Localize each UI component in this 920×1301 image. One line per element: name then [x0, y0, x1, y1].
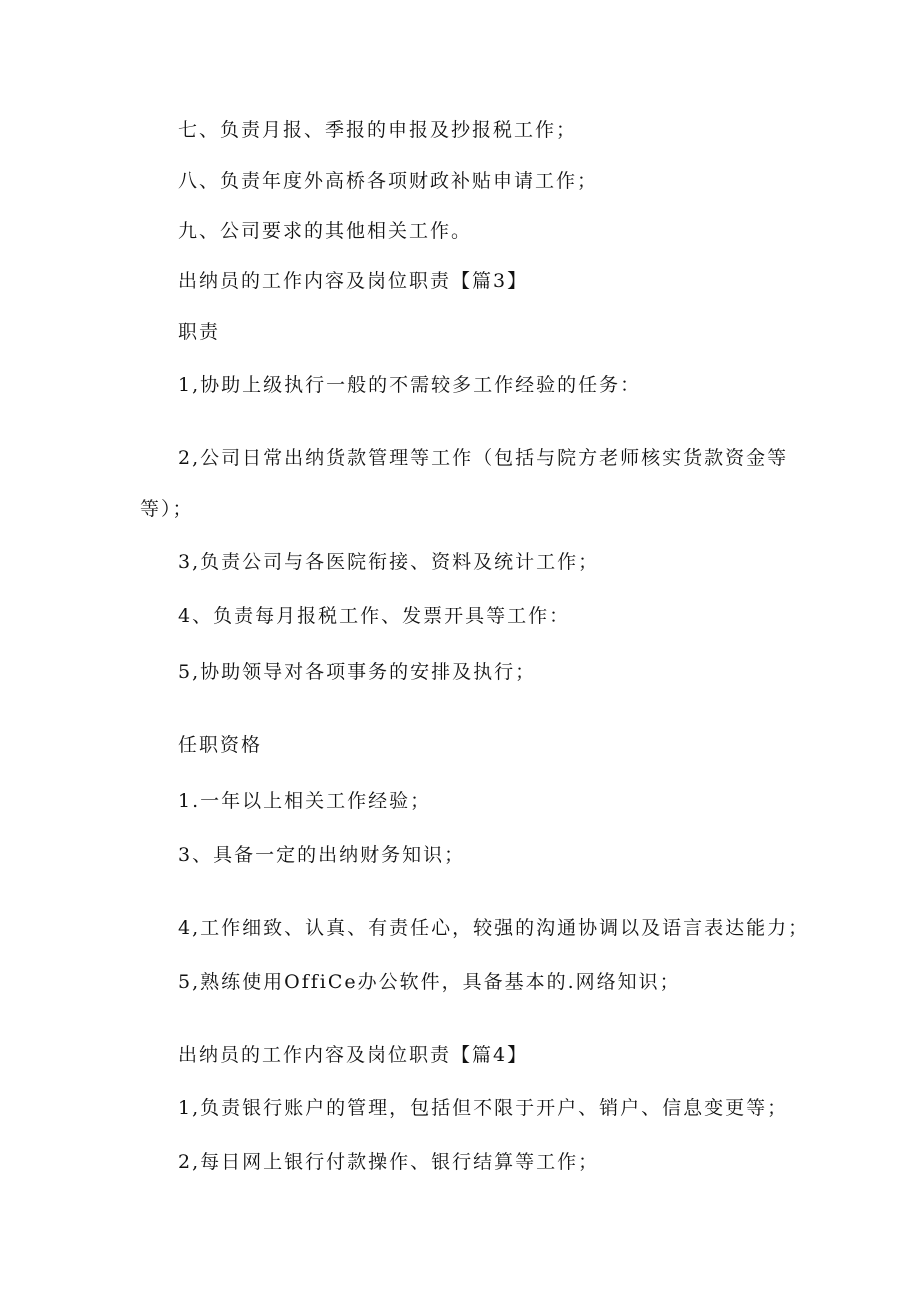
text-line-duty-1: 1,协助上级执行一般的不需较多工作经验的任务： [178, 374, 642, 396]
text-line-duty-7: 七、负责月报、季报的申报及抄报税工作； [178, 119, 578, 141]
text-line-qualification-3: 3、具备一定的出纳财务知识； [178, 844, 466, 866]
text-line-duty-2-continued: 等）； [140, 498, 194, 520]
text-line-duty-4: 4、负责每月报税工作、发票开具等工作： [178, 605, 571, 627]
text-line-duty-8: 八、负责年度外高桥各项财政补贴申请工作； [178, 170, 599, 192]
section-heading-part-4: 出纳员的工作内容及岗位职责【篇4】 [178, 1044, 529, 1066]
section-heading-part-3: 出纳员的工作内容及岗位职责【篇3】 [178, 270, 529, 292]
subheading-duties: 职责 [178, 321, 221, 343]
text-line-qualification-1: 1.一年以上相关工作经验； [178, 790, 432, 812]
subheading-qualifications: 任职资格 [178, 734, 263, 756]
text-line-qualification-4: 4,工作细致、认真、有责任心，较强的沟通协调以及语言表达能力； [178, 917, 810, 939]
text-line-duty-5: 5,协助领导对各项事务的安排及执行； [178, 661, 537, 683]
text-line-duty-3: 3,负责公司与各医院衔接、资料及统计工作； [178, 551, 600, 573]
text-line-qualification-5: 5,熟练使用OffiCe办公软件，具备基本的.网络知识； [178, 971, 681, 993]
text-line-part4-duty-1: 1,负责银行账户的管理，包括但不限于开户、销户、信息变更等； [178, 1097, 789, 1119]
text-line-part4-duty-2: 2,每日网上银行付款操作、银行结算等工作； [178, 1151, 600, 1173]
text-line-duty-9: 九、公司要求的其他相关工作。 [178, 220, 473, 242]
text-line-duty-2: 2,公司日常出纳货款管理等工作（包括与院方老师核实货款资金等 [178, 447, 789, 469]
